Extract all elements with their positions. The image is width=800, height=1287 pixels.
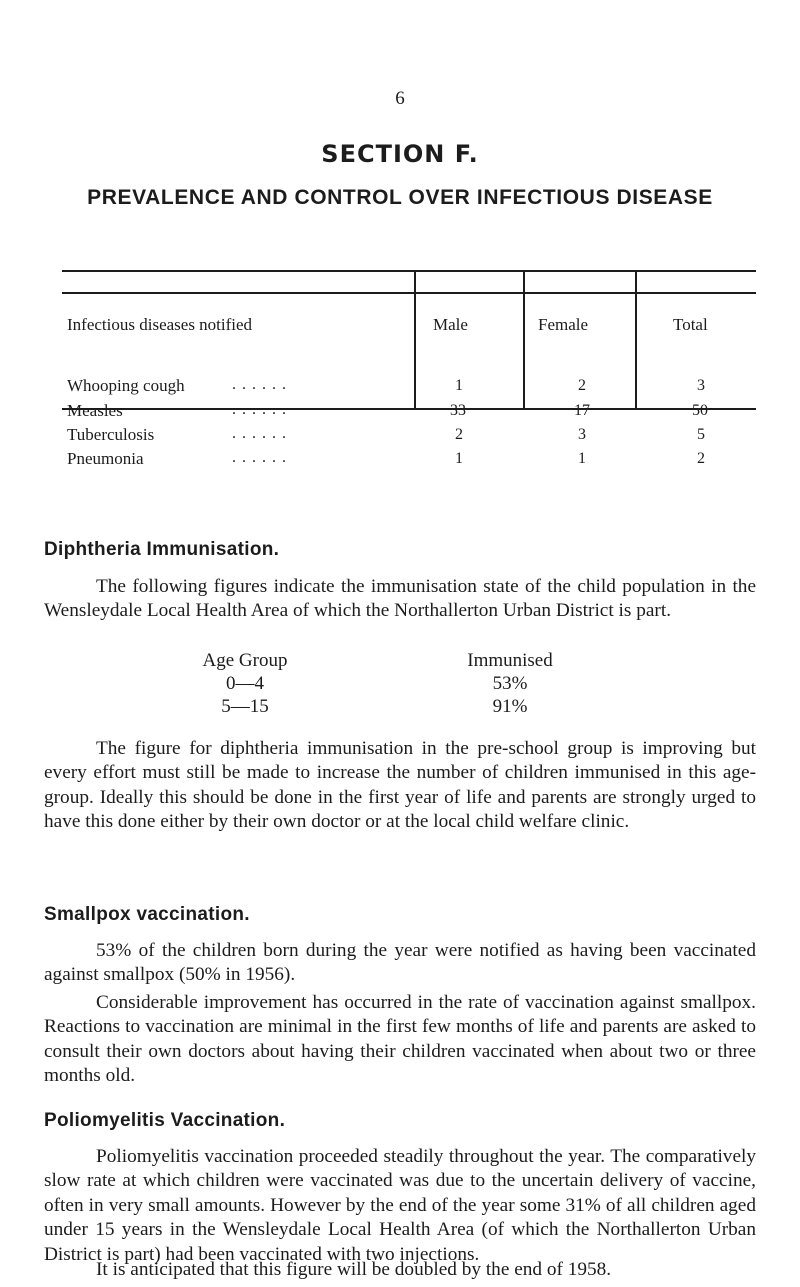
diphtheria-intro: The following figures indicate the immunisation state of the child population in the Wensleydale Local Health Area of which the Northallerton Urban District is part. <box>44 576 756 622</box>
polio-heading: Poliomyelitis Vaccination. <box>44 1110 286 1131</box>
row-male: 33 <box>450 402 466 419</box>
diphtheria-body: The figure for diphtheria immunisation in the pre-school group is improving but every effort must still be made to increase the number of children immunised in this age-group. Ideally this should be done in the first year of life and parents are strongly urged to have this done either by their own doctor or at the local child welfare clinic. <box>44 738 756 833</box>
header-total: Total <box>673 315 708 334</box>
row-female: 3 <box>578 426 586 443</box>
row-total: 5 <box>697 426 705 443</box>
row-leader-dots: . . . . . . <box>232 425 287 442</box>
row-leader-dots: . . . . . . <box>232 376 287 393</box>
row-total: 50 <box>692 402 708 419</box>
table-top-rule <box>62 270 756 272</box>
table-header-bottom-rule <box>62 292 756 294</box>
page-heading: PREVALENCE AND CONTROL OVER INFECTIOUS DISEASE <box>87 186 713 209</box>
polio-para-1: Poliomyelitis vaccination proceeded steadily throughout the year. The comparatively slow rate at which children were vaccinated was due to the uncertain delivery of vaccine, often in very small amounts. However by the end of the year some 31% of all children aged under 15 years in the Wensleydale Local Health Area (of which the Northallerton Urban District is part) had been vaccinated with two injections. <box>44 1146 756 1265</box>
polio-para-2: It is anticipated that this figure will be doubled by the end of 1958. <box>96 1259 612 1280</box>
row-female: 2 <box>578 377 586 394</box>
row-female: 1 <box>578 450 586 467</box>
row-leader-dots: . . . . . . <box>232 449 287 466</box>
row-male: 2 <box>455 426 463 443</box>
header-disease: Infectious diseases notified <box>67 315 253 334</box>
smallpox-para-2: Considerable improvement has occurred in the rate of vaccination against smallpox. Reactions to vaccination are minimal in the first few months of life and parents are asked to consult their own doctors about having their children vaccinated when about two or three months old. <box>44 992 756 1087</box>
row-male: 1 <box>455 377 463 394</box>
table-col-rule-3 <box>635 270 637 408</box>
smallpox-para-1: 53% of the children born during the year were notified as having been vaccinated against smallpox (50% in 1956). <box>44 940 756 986</box>
age-group-label: Age Group <box>202 650 288 671</box>
header-male: Male <box>433 315 468 334</box>
row-total: 3 <box>697 377 705 394</box>
diphtheria-heading: Diphtheria Immunisation. <box>44 539 280 560</box>
age-group-value: 5—15 <box>221 696 269 717</box>
section-title: SECTION F. <box>321 140 479 168</box>
row-disease: Tuberculosis <box>67 425 155 444</box>
row-female: 17 <box>574 402 590 419</box>
row-total: 2 <box>697 450 705 467</box>
immunised-label: Immunised <box>467 650 553 671</box>
immunised-value: 91% <box>492 696 528 717</box>
page-number: 6 <box>395 88 405 109</box>
table-col-rule-2 <box>523 270 525 408</box>
row-leader-dots: . . . . . . <box>232 401 287 418</box>
immunised-value: 53% <box>492 673 528 694</box>
table-bottom-rule <box>62 408 756 410</box>
age-group-value: 0—4 <box>226 673 264 694</box>
row-male: 1 <box>455 450 463 467</box>
row-disease: Whooping cough <box>67 376 185 395</box>
table-col-rule-1 <box>414 270 416 408</box>
row-disease: Pneumonia <box>67 449 144 468</box>
row-disease: Measles <box>67 401 123 420</box>
header-female: Female <box>538 315 589 334</box>
smallpox-heading: Smallpox vaccination. <box>44 904 250 925</box>
